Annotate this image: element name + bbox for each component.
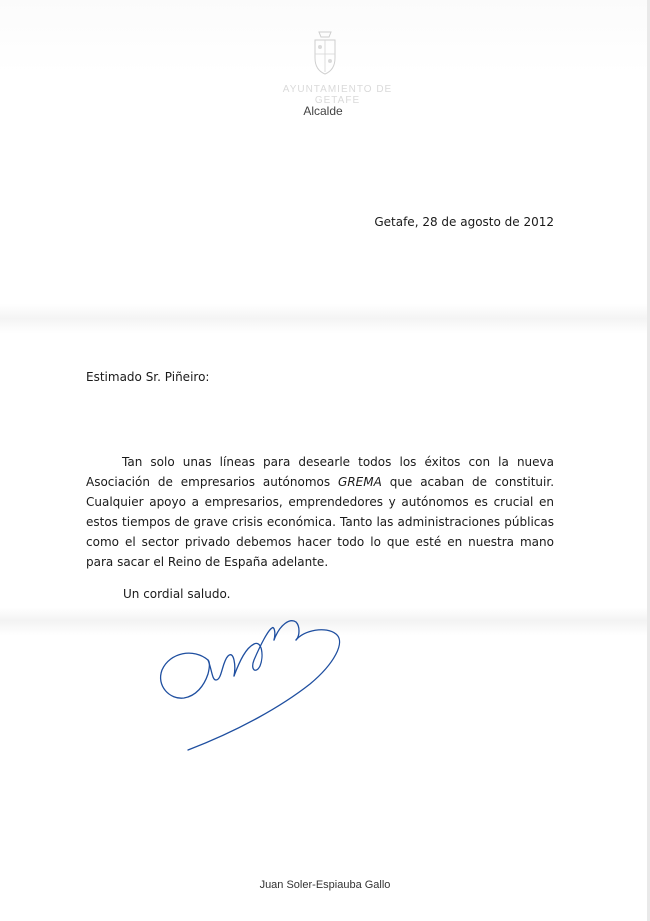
salutation: Estimado Sr. Piñeiro: [86, 370, 210, 384]
closing-line: Un cordial saludo. [123, 587, 231, 601]
letter-body [86, 452, 554, 572]
body-part-2: que acaban de constituir. Cualquier apoyo a empresarios, emprendedores y autónomos es crucial en estos tiempos de grave crisis económica. Tanto las administraciones públicas como el sector privado debemos hacer todo lo que esté en nuestra mano para sacar el Reino de España adelante. [86, 475, 555, 569]
letterhead-organization [265, 84, 410, 106]
organization-name: AYUNTAMIENTO DE GETAFE [282, 84, 393, 106]
body-part-1: Tan solo unas líneas para desearle todos los éxitos con la nueva Asociación de empresarios autónomos [86, 455, 554, 489]
municipal-crest-icon [305, 28, 345, 78]
association-name: GREMA [338, 475, 382, 489]
date-line: Getafe, 28 de agosto de 2012 [374, 215, 554, 229]
letterhead-role: Alcalde [303, 104, 343, 118]
signer-name: Juan Soler-Espiauba Gallo [259, 879, 391, 891]
handwritten-signature [150, 600, 350, 760]
